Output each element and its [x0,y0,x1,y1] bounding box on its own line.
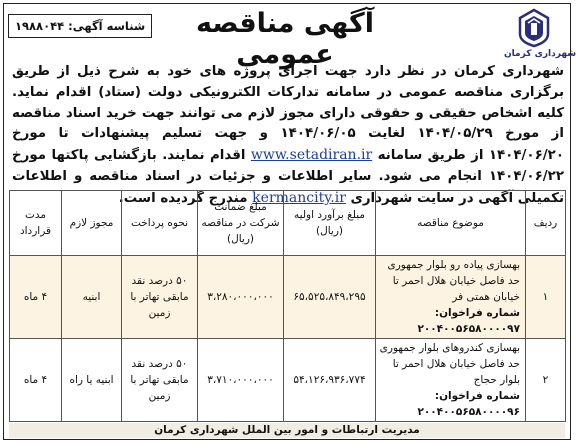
subject-text: بهسازی کندروهای بلوار جمهوری حد فاصل خیابان هلال احمر تا بلوار حجاج [379,342,520,386]
table-row [10,339,566,422]
header-payment: نحوه پرداخت [122,191,198,256]
cell-license: ابنیه یا راه [62,339,122,422]
tender-number: شماره فراخوان: ۲۰۰۴۰۰۵۶۵۸۰۰۰۰۹۶ [417,390,520,418]
logo-caption: شهرداری کرمان [504,49,576,59]
cell-guarantee: ۳،۷۱۰،۰۰۰،۰۰۰ [198,339,284,422]
text-part-3: مندرج گردیده است. [118,190,253,206]
cell-license: ابنیه [62,256,122,339]
municipality-logo [504,8,576,64]
header-estimate: مبلغ برآورد اولیه (ریال) [284,191,376,256]
setadiran-link[interactable]: www.setadiran.ir [250,147,373,164]
tender-number: شماره فراخوان: ۲۰۰۴۰۰۵۶۵۸۰۰۰۰۹۷ [417,307,520,335]
header-guarantee: مبلغ ضمانت شرکت در مناقصه (ریال) [198,191,284,256]
cell-subject [376,256,526,339]
footer-credit: مدیریت ارتباطات و امور بین الملل شهرداری کرمان [9,423,565,438]
cell-payment: ۵۰ درصد نقد مابقی تهاتر با زمین [122,339,198,422]
cell-duration: ۴ ماه [10,256,62,339]
cell-row-number: ۲ [526,339,566,422]
header-license: مجوز لازم [62,191,122,256]
table-header-row [10,191,566,256]
cell-subject [376,339,526,422]
subject-text: بهسازی پیاده رو بلوار جمهوری حد فاصل خیابان هلال احمر تا خیابان همتی فر [387,259,520,303]
header-duration: مدت قرارداد [10,191,62,256]
text-part-1: در نظر دارد جهت اجرای پروژه های خود به شرح ذیل از طریق برگزاری مناقصه عمومی در سامانه تدارکات الکترونیکی دولت (ستاد) اقدام نماید. کلیه اشخاص حقیقی و حقوقی دارای مجوز لازم می توانند جهت خرید اسناد مناقصه از مورخ ۱۴۰۴/۰۵/۲۹ لغایت ۱۴۰۴/۰۶/۰۵ و جهت تسلیم پیشنهادات تا مورخ ۱۴۰۴/۰۶/۲۰ از طریق سامانه [12,64,564,164]
org-name: شهرداری کرمان [454,64,564,79]
emblem-icon [517,8,551,48]
kermancity-link[interactable]: kermancity.ir [252,189,346,206]
text-part-2: اقدام نمایند. بازگشایی پاکتها مورخ ۱۴۰۴/۰۶/۲۲ انجام می شود. سایر اطلاعات و جزئیات در اسناد مناقصه و اطلاعات تکمیلی آگهی در سایت شهرداری [12,148,564,206]
page-title: آگهی مناقصه عمومی [195,8,375,70]
ad-code-badge: شناسه آگهی: ۱۹۸۸۰۴۴ [8,14,152,38]
cell-estimate: ۵۴،۱۲۶،۹۳۶،۷۷۴ [284,339,376,422]
header-subject: موضوع مناقصه [376,191,526,256]
header-row-number: ردیف [526,191,566,256]
cell-payment: ۵۰ درصد نقد مابقی تهاتر با زمین [122,256,198,339]
announcement-text [12,62,564,210]
table-row [10,256,566,339]
cell-estimate: ۶۵،۵۲۵،۸۴۹،۲۹۵ [284,256,376,339]
cell-duration: ۴ ماه [10,339,62,422]
cell-row-number: ۱ [526,256,566,339]
cell-guarantee: ۳،۲۸۰،۰۰۰،۰۰۰ [198,256,284,339]
tender-table [9,190,566,422]
